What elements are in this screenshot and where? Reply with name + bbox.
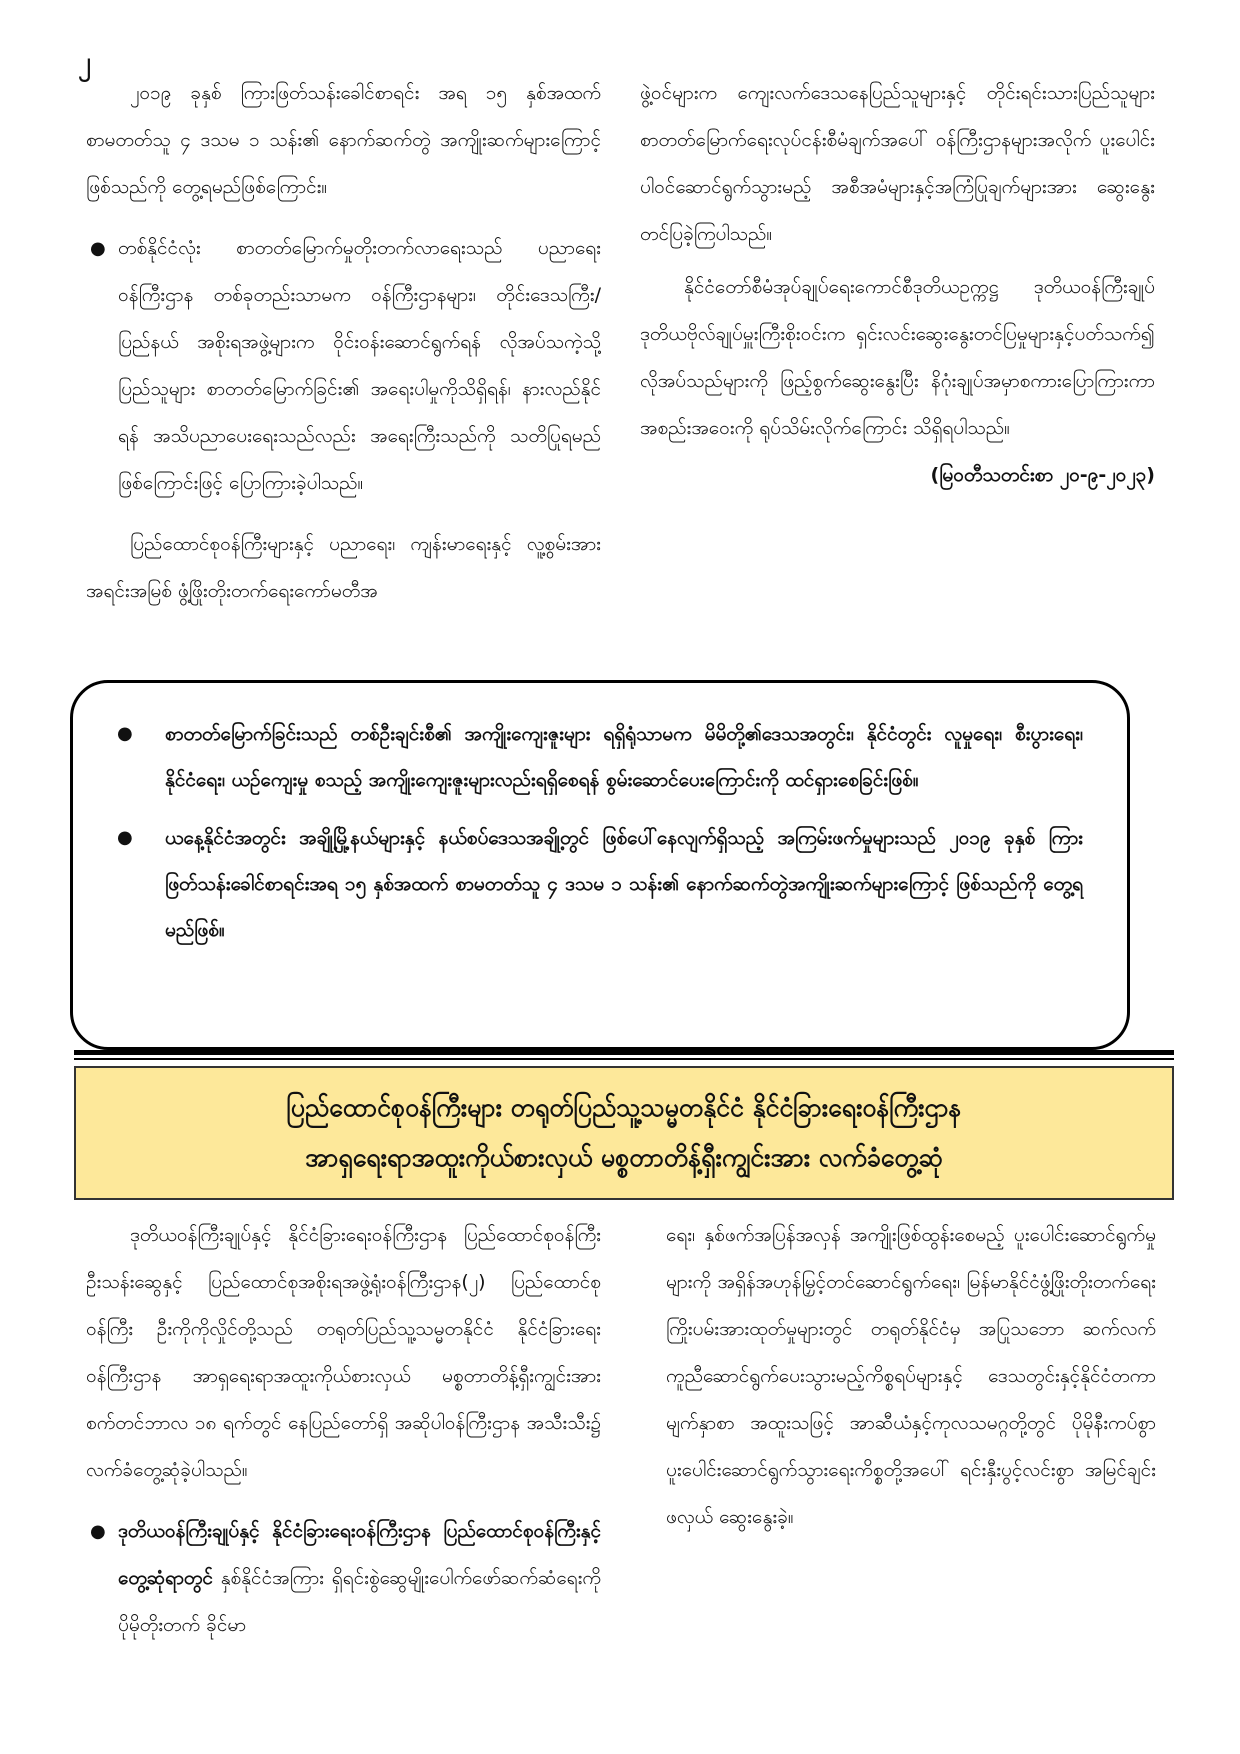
bullet-continuation: နှစ်နိုင်ငံအကြား ရှိရင်းစွဲဆွေမျိုးပေါက်ဖော်ဆက်ဆံရေးကို ပိုမိုတိုးတက် ခိုင်မာ bbox=[118, 1567, 601, 1636]
bullet-lead-bold: ဒုတိယဝန်ကြီးချုပ်နှင့် နိုင်ငံခြားရေးဝန်ကြီးဌာန ပြည်ထောင်စုဝန်ကြီးနှင့်တွေ့ဆုံရာတွင် bbox=[118, 1520, 601, 1589]
highlight-point: ● ယနေ့နိုင်ငံအတွင်း အချို့မြို့နယ်များနှင့် နယ်စပ်ဒေသအချို့တွင် ဖြစ်ပေါ်နေလျက်ရှိသည့် အကြမ်းဖက်မှုများသည် ၂၀၁၉ ခုနှစ် ကြားဖြတ်သန်းခေါင်စာရင်းအရ ၁၅ နှစ်အထက် စာမတတ်သူ ၄ ဒသမ ၁ သန်း၏ နောက်ဆက်တွဲအကျိုးဆက်များကြောင့် ဖြစ်သည်ကို တွေ့ရမည်ဖြစ်။ bbox=[117, 815, 1083, 953]
body-paragraph: နိုင်ငံတော်စီမံအုပ်ချုပ်ရေးကောင်စီဒုတိယဥက္ကဋ္ဌ ဒုတိယဝန်ကြီးချုပ် ဒုတိယဗိုလ်ချုပ်မှူးကြီးစိုးဝင်းက ရှင်းလင်းဆွေးနွေးတင်ပြမှုများနှင့်ပတ်သက်၍ လိုအပ်သည်များကို ဖြည့်စွက်ဆွေးနွေးပြီး နိဂုံးချုပ်အမှာစကားပြောကြားကာ အစည်းအဝေးကို ရုပ်သိမ်းလိုက်ကြောင်း သိရှိရပါသည်။ bbox=[640, 276, 1155, 439]
bottom-left-column bbox=[86, 1212, 601, 1649]
page-number: ၂ bbox=[78, 47, 91, 77]
bullet-paragraph: ● တစ်နိုင်ငံလုံး စာတတ်မြောက်မှုတိုးတက်လာရေးသည် ပညာရေးဝန်ကြီးဌာန တစ်ခုတည်းသာမက ဝန်ကြီးဌာနများ၊ တိုင်းဒေသကြီး/ ပြည်နယ် အစိုးရအဖွဲ့များက ဝိုင်းဝန်းဆောင်ရွက်ရန် လိုအပ်သကဲ့သို့ ပြည်သူများ စာတတ်မြောက်ခြင်း၏ အရေးပါမှုကိုသိရှိရန်၊ နားလည်နိုင်ရန် အသိပညာပေးရေးသည်လည်း အရေးကြီးသည်ကို သတိပြုရမည်ဖြစ်ကြောင်းဖြင့် ပြောကြားခဲ့ပါသည်။ bbox=[86, 225, 601, 507]
body-paragraph: ဖွဲ့ဝင်များက ကျေးလက်ဒေသနေပြည်သူများနှင့် တိုင်းရင်းသားပြည်သူများ စာတတ်မြောက်ရေးလုပ်ငန်းစီမံချက်အပေါ် ဝန်ကြီးဌာနများအလိုက် ပူးပေါင်းပါဝင်ဆောင်ရွက်သွားမည့် အစီအမံများနှင့်အကြံပြုချက်များအား ဆွေးနွေးတင်ပြခဲ့ကြပါသည်။ bbox=[640, 82, 1155, 245]
highlight-point: ● စာတတ်မြောက်ခြင်းသည် တစ်ဦးချင်းစီ၏ အကျိုးကျေးဇူးများ ရရှိရုံသာမက မိမိတို့၏ဒေသအတွင်း၊ နိုင်ငံတွင်း လူမှုရေး၊ စီးပွားရေး၊ နိုင်ငံရေး၊ ယဉ်ကျေးမှု စသည့် အကျိုးကျေးဇူးများလည်းရရှိစေရန် စွမ်းဆောင်ပေးကြောင်းကို ထင်ရှားစေခြင်းဖြစ်။ bbox=[117, 711, 1083, 803]
body-paragraph: ဒုတိယဝန်ကြီးချုပ်နှင့် နိုင်ငံခြားရေးဝန်ကြီးဌာန ပြည်ထောင်စုဝန်ကြီး ဦးသန်းဆွေနှင့် ပြည်ထောင်စုအစိုးရအဖွဲ့ရုံးဝန်ကြီးဌာန(၂) ပြည်ထောင်စုဝန်ကြီး ဦးကိုကိုလှိုင်တို့သည် တရုတ်ပြည်သူ့သမ္မတနိုင်ငံ နိုင်ငံခြားရေးဝန်ကြီးဌာန အာရှရေးရာအထူးကိုယ်စားလှယ် မစ္စတာတိန့်ရှီးကျွင်းအား စက်တင်ဘာလ ၁၈ ရက်တွင် နေပြည်တော်ရှိ အဆိုပါဝန်ကြီးဌာန အသီးသီး၌ လက်ခံတွေ့ဆုံခဲ့ပါသည်။ bbox=[86, 1224, 601, 1481]
bottom-right-column bbox=[666, 1212, 1156, 1541]
top-left-column bbox=[86, 70, 601, 615]
headline-line-2: အာရှရေးရာအထူးကိုယ်စားလှယ် မစ္စတာတိန့်ရှီးကျွင်းအား လက်ခံတွေ့ဆုံ bbox=[305, 1143, 943, 1172]
source-citation: (မြဝတီသတင်းစာ ၂၀-၉-၂၀၂၃) bbox=[930, 464, 1155, 486]
top-right-column bbox=[640, 70, 1155, 499]
headline-line-1: ပြည်ထောင်စုဝန်ကြီးများ တရုတ်ပြည်သူ့သမ္မတနိုင်ငံ နိုင်ငံခြားရေးဝန်ကြီးဌာန bbox=[286, 1093, 962, 1122]
article-headline bbox=[74, 1066, 1174, 1200]
body-paragraph: ရေး၊ နှစ်ဖက်အပြန်အလှန် အကျိုးဖြစ်ထွန်းစေမည့် ပူးပေါင်းဆောင်ရွက်မှုများကို အရှိန်အဟုန်မြှင့်တင်ဆောင်ရွက်ရေး၊ မြန်မာနိုင်ငံဖွံ့ဖြိုးတိုးတက်ရေး ကြိုးပမ်းအားထုတ်မှုများတွင် တရုတ်နိုင်ငံမှ အပြုသဘော ဆက်လက်ကူညီဆောင်ရွက်ပေးသွားမည့်ကိစ္စရပ်များနှင့် ဒေသတွင်းနှင့်နိုင်ငံတကာမျက်နှာစာ အထူးသဖြင့် အာဆီယံနှင့်ကုလသမဂ္ဂတို့တွင် ပိုမိုနီးကပ်စွာ ပူးပေါင်းဆောင်ရွက်သွားရေးကိစ္စတို့အပေါ် ရင်းနှီးပွင့်လင်းစွာ အမြင်ချင်းဖလှယ် ဆွေးနွေးခဲ့။ bbox=[666, 1224, 1156, 1528]
highlight-box bbox=[70, 680, 1130, 1050]
body-paragraph: ပြည်ထောင်စုဝန်ကြီးများနှင့် ပညာရေး၊ ကျန်းမာရေးနှင့် လူ့စွမ်းအားအရင်းအမြစ် ဖွံ့ဖြိုးတိုးတက်ရေးကော်မတီအ bbox=[86, 533, 601, 602]
divider-rule bbox=[74, 1058, 1174, 1060]
bullet-paragraph bbox=[86, 1508, 601, 1649]
body-paragraph: ၂၀၁၉ ခုနှစ် ကြားဖြတ်သန်းခေါင်စာရင်း အရ ၁၅ နှစ်အထက် စာမတတ်သူ ၄ ဒသမ ၁ သန်း၏ နောက်ဆက်တွဲ အကျိုးဆက်များကြောင့်ဖြစ်သည်ကို တွေ့ရမည်ဖြစ်ကြောင်း။ bbox=[86, 82, 601, 198]
divider-rule bbox=[74, 1050, 1174, 1055]
